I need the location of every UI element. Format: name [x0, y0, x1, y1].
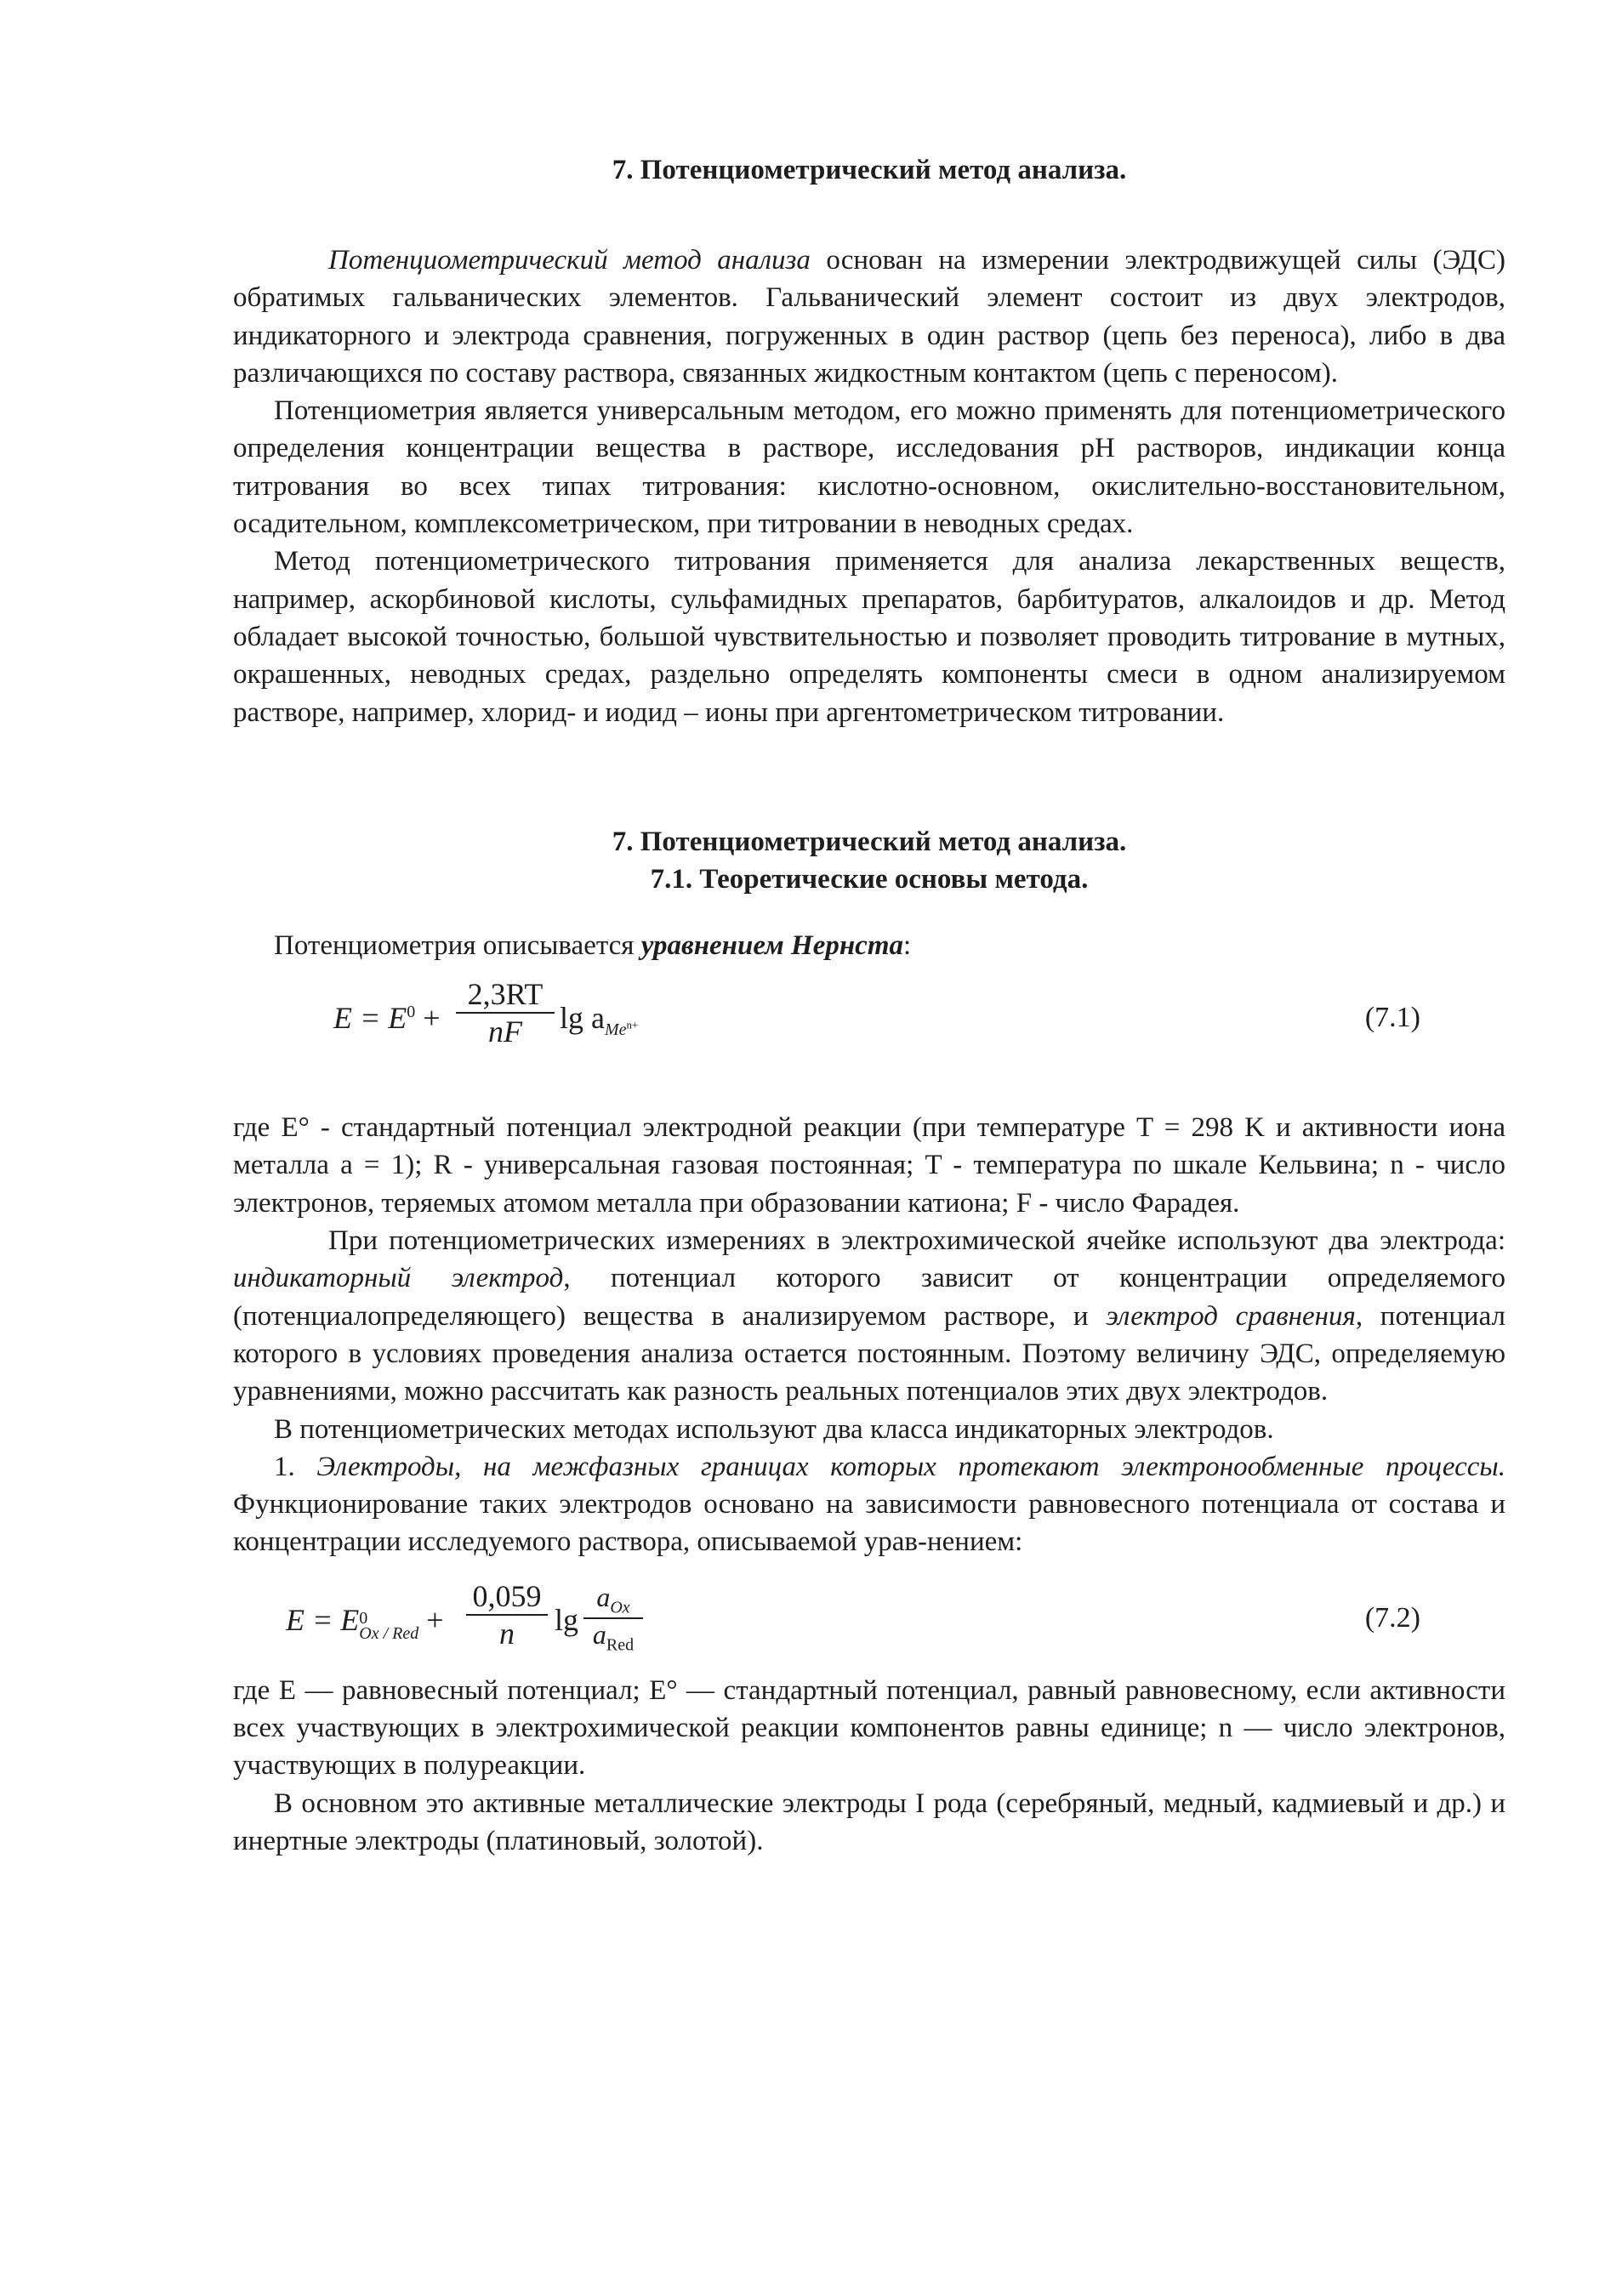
equation-log: lg	[555, 1602, 579, 1637]
equation-activity-ratio: $a_{Ox}$ $a_{Red}$	[583, 1582, 643, 1656]
paragraph-text: основан на измерении электродвижущей силы (ЭДС) обратимых гальванических элементов. Гальванический элемент состоит из двух электродов, индикаторного и электрода сравнения, погруженных в один раствор (цепь без переноса), либо в два различающихся по составу раствора, связанных жидкостным контактом (цепь с переносом).	[233, 245, 1505, 389]
equation-lhs: E = E0 Ox / Red +	[286, 1602, 444, 1643]
paragraph: Потенциометрия является универсальным методом, его можно применять для потенциометрического определения концентрации вещества в растворе, исследования pH растворов, индикации конца титрования во всех типах титрования: кислотно-основном, окислительно-восстановительном, осадительном, комплексометрическом, при титровании в неводных средах.	[233, 395, 1505, 540]
section-title: 7. Потенциометрический метод анализа.	[612, 155, 1127, 185]
paragraph: В потенциометрических методах используют два класса индикаторных электродов.	[274, 1413, 1274, 1445]
paragraph: При потенциометрических измерениях в электрохимической ячейке используют два электрода: индикаторный электрод, потенциал которого зависит от концентрации определяемого (потенциалопределяющего) вещества в анализируемом растворе, и электрод сравнения, потенциал которого в условиях проведения анализа остается постоянным. Поэтому величину ЭДС, определяемую уравнениями, можно рассчитать как разность реальных потенциалов этих двух электродов.	[233, 1225, 1505, 1407]
equation-lhs: $E = E^0$ +	[333, 1001, 441, 1036]
equation-number: (7.2)	[1364, 1601, 1420, 1634]
paragraph: В основном это активные металлические электроды I рода (серебряный, медный, кадмиевый и др.) и инертные электроды (платиновый, золотой).	[233, 1787, 1505, 1856]
equation-number: (7.1)	[1364, 1002, 1420, 1034]
page-content	[233, 151, 1505, 1860]
term-bold-italic: уравнением Нернста	[640, 929, 903, 961]
paragraph: где E° - стандартный потенциал электродной реакции (при температуре T = 298 K и активности иона металла a = 1); R - универсальная газовая постоянная; T - температура по шкале Кельвина; n - число электронов, теряемых атомом металла при образовании катиона; F - число Фарадея.	[233, 1112, 1505, 1219]
paragraph: 1. Электроды, на межфазных границах которых протекают электронообменные процессы. Функционирование таких электродов основано на зависимости равновесного потенциала от состава и концентрации исследуемого раствора, описываемой урав-нением:	[233, 1451, 1505, 1558]
term-italic: Электроды, на межфазных границах которых протекают электронообменные процессы.	[316, 1451, 1505, 1482]
equation-fraction: $\frac{0,059}{n}$	[466, 1578, 548, 1651]
paragraph	[233, 242, 1505, 392]
paragraph: где E — равновесный потенциал; E° — стандартный потенциал, равный равновесному, если активности всех участвующих в электрохимической реакции компонентов равны единице; n — число электронов, участвующих в полуреакции.	[233, 1674, 1505, 1782]
section-title: 7. Потенциометрический метод анализа.	[612, 826, 1127, 857]
paragraph: Потенциометрия описывается уравнением Нернста:	[274, 929, 912, 961]
equation-7-1	[233, 975, 1505, 1070]
term-italic: Потенциометрический метод анализа	[328, 245, 811, 276]
term-italic: индикаторный электрод	[233, 1263, 564, 1294]
subsection-title: 7.1. Теоретические основы метода.	[650, 863, 1089, 895]
term-italic: электрод сравнения	[1106, 1300, 1356, 1332]
equation-fraction: $\frac{2,3RT}{nF}$	[456, 976, 555, 1049]
paragraph: Метод потенциометрического титрования применяется для анализа лекарственных веществ, например, аскорбиновой кислоты, сульфамидных препаратов, барбитуратов, алкалоидов и др. Метод обладает высокой точностью, большой чувствительностью и позволяет проводить титрование в мутных, окрашенных, неводных средах, раздельно определять компоненты смеси в одном анализируемом растворе, например, хлорид- и иодид – ионы при аргентометрическом титровании.	[233, 546, 1505, 728]
equation-7-2	[233, 1577, 1505, 1663]
equation-log: $\lg a_{Me^{n+}}$	[560, 1001, 639, 1040]
